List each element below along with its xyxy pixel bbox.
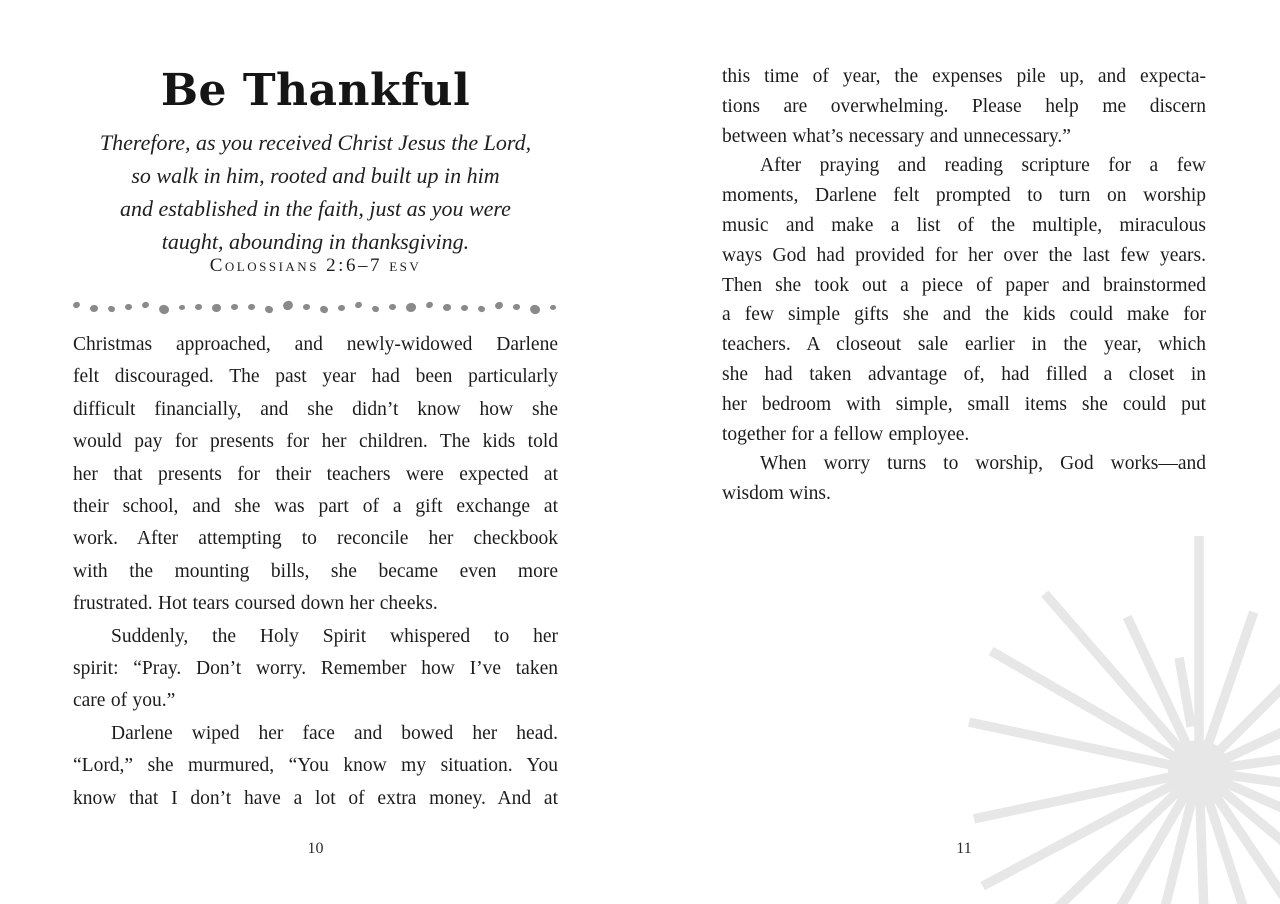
divider-dot — [107, 305, 116, 313]
body-line: frustrated. Hot tears coursed down her cheeks. — [73, 593, 438, 615]
epigraph-line: so walk in him, rooted and built up in him — [131, 163, 500, 188]
divider-dot — [529, 303, 542, 315]
body-text-right — [722, 62, 1206, 509]
body-line: felt discouraged. The past year had been particularly — [73, 366, 558, 388]
body-line: her that presents for their teachers were expected at — [73, 463, 558, 485]
body-line: know that I don’t have a lot of extra money. And at — [73, 787, 558, 809]
body-line: she had taken advantage of, had filled a closet in — [722, 363, 1206, 385]
body-line: would pay for presents for her children. The kids told — [73, 431, 558, 453]
epigraph-line: and established in the faith, just as you were — [120, 196, 511, 221]
body-line: music and make a list of the multiple, miraculous — [722, 214, 1206, 236]
scripture-reference: Colossians 2:6–7 esv — [209, 255, 422, 276]
divider-dot — [212, 304, 221, 312]
divider-dot — [425, 301, 434, 309]
body-line: her bedroom with simple, small items she could put — [722, 393, 1206, 415]
scripture-epigraph — [73, 126, 558, 258]
body-line: “Lord,” she murmured, “You know my situation. You — [73, 755, 558, 777]
page-right — [722, 0, 1206, 904]
body-line: wisdom wins. — [722, 483, 831, 505]
body-line: this time of year, the expenses pile up, and expecta- — [722, 66, 1206, 87]
epigraph-line: Therefore, as you received Christ Jesus the Lord, — [99, 130, 532, 155]
divider-dot — [231, 304, 238, 310]
body-line: spirit: “Pray. Don’t worry. Remember how I’ve taken — [73, 658, 558, 680]
page-left — [73, 0, 558, 904]
divider-dot — [550, 305, 556, 310]
divider-dot — [371, 305, 380, 313]
body-line: together for a fellow employee. — [722, 423, 970, 445]
divider-dot — [248, 304, 255, 310]
body-line: difficult financially, and she didn’t know how she — [73, 398, 558, 420]
body-line: Darlene wiped her face and bowed her head. — [111, 722, 558, 744]
body-line: Suddenly, the Holy Spirit whispered to her — [111, 625, 558, 647]
divider-dot — [195, 304, 202, 310]
body-line: tions are overwhelming. Please help me discern — [722, 95, 1206, 117]
dotted-divider — [73, 299, 556, 315]
body-line: work. After attempting to reconcile her checkbook — [73, 528, 558, 550]
divider-dot — [282, 299, 294, 311]
epigraph-line: taught, abounding in thanksgiving. — [161, 229, 470, 254]
divider-dot — [389, 304, 396, 310]
body-text-left — [73, 329, 558, 815]
divider-dot — [354, 301, 363, 309]
body-line: ways God had provided for her over the last few years. — [722, 244, 1206, 266]
body-line: Christmas approached, and newly-widowed Darlene — [73, 334, 558, 355]
body-line: teachers. A closeout sale earlier in the year, which — [722, 334, 1206, 356]
divider-dot — [494, 300, 504, 309]
divider-dot — [406, 303, 416, 312]
divider-dot — [461, 305, 468, 311]
divider-dot — [141, 301, 150, 309]
divider-dot — [319, 304, 329, 314]
divider-dot — [303, 304, 310, 310]
divider-dot — [338, 305, 345, 311]
body-line: When worry turns to worship, God works—and — [760, 453, 1206, 475]
page-number-right: 11 — [956, 840, 972, 857]
divider-dot — [158, 303, 171, 315]
body-line: with the mounting bills, she became even more — [73, 560, 558, 582]
divider-dot — [90, 305, 98, 312]
body-line: their school, and she was part of a gift exchange at — [73, 496, 558, 518]
divider-dot — [72, 301, 81, 309]
body-line: a few simple gifts she and the kids could make for — [722, 304, 1206, 326]
body-line: After praying and reading scripture for a few — [760, 155, 1206, 177]
divider-dot — [443, 304, 451, 311]
body-line: moments, Darlene felt prompted to turn on worship — [722, 185, 1206, 207]
divider-dot — [125, 304, 132, 310]
chapter-title: Be Thankful — [160, 65, 471, 116]
body-line: between what’s necessary and unnecessary.” — [722, 125, 1071, 147]
divider-dot — [179, 305, 185, 310]
divider-dot — [264, 304, 274, 314]
body-line: care of you.” — [73, 690, 176, 712]
body-line: Then she took out a piece of paper and brainstormed — [722, 274, 1206, 296]
divider-dot — [477, 305, 486, 313]
page-number-left: 10 — [307, 840, 324, 857]
divider-dot — [513, 304, 520, 310]
